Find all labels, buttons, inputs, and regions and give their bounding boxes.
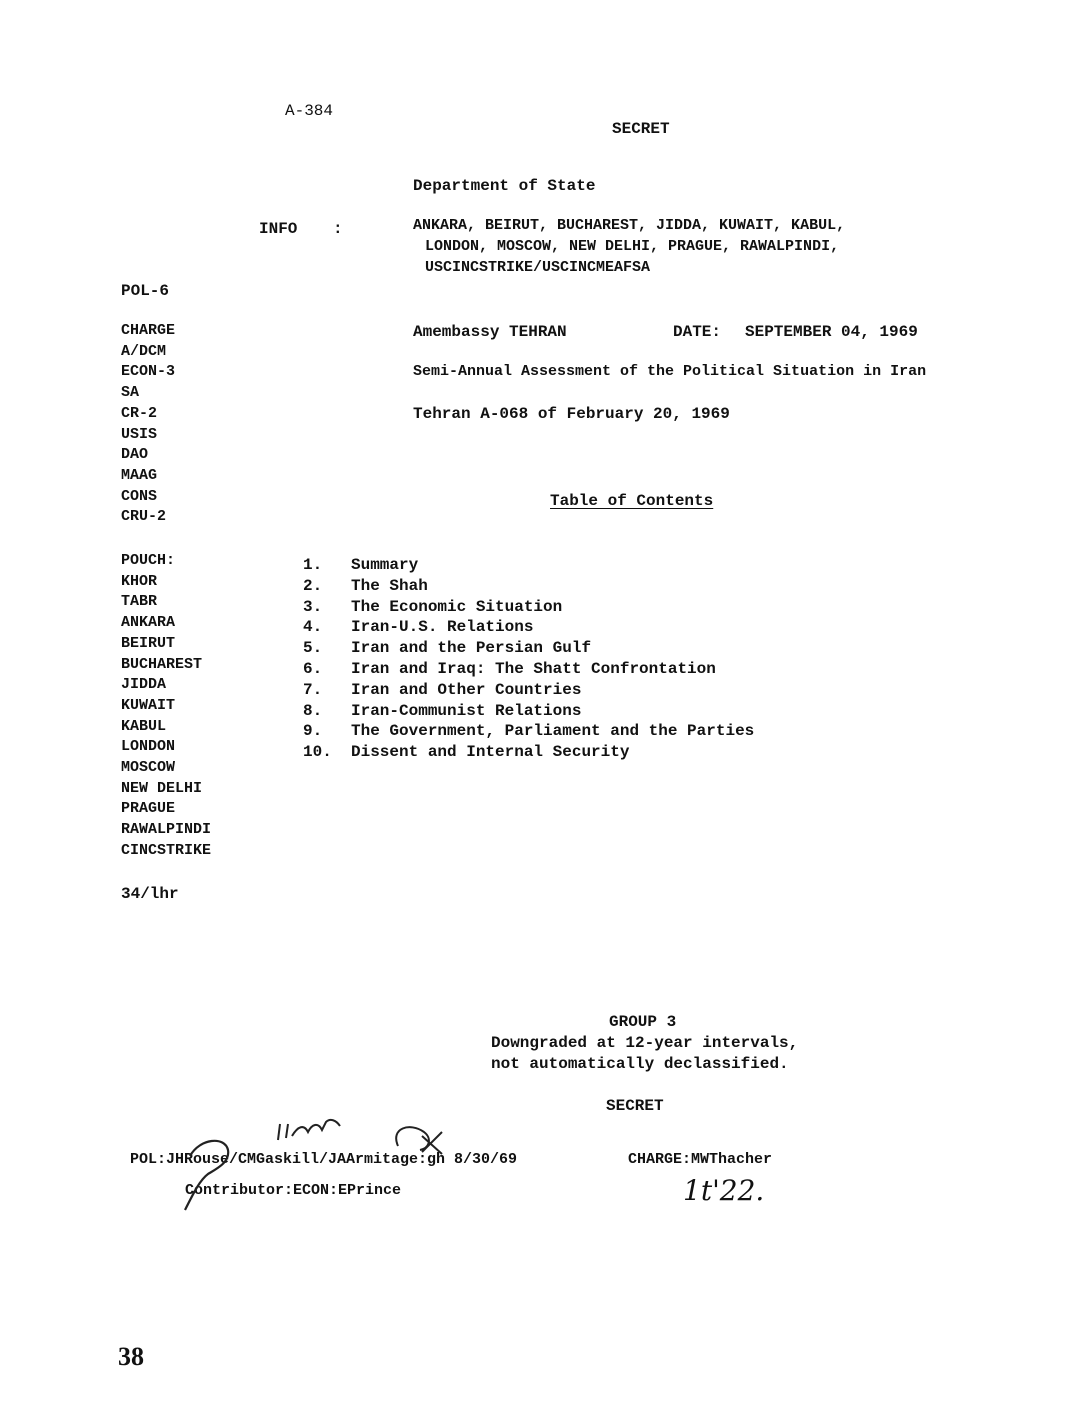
drafting-line: POL:JHRouse/CMGaskill/JAArmitage:gh 8/30/69: [130, 1151, 518, 1168]
info-separator: :: [333, 220, 343, 238]
pouch-item: MOSCOW: [121, 759, 176, 777]
info-line-2: LONDON, MOSCOW, NEW DELHI, PRAGUE, RAWALPINDI,: [425, 238, 840, 255]
toc-item: [303, 638, 754, 659]
toc-item-number: 4.: [303, 618, 323, 637]
pouch-item: BEIRUT: [121, 634, 176, 652]
page-number: 38: [118, 1342, 144, 1371]
toc-item: [303, 597, 754, 618]
toc-item-number: 8.: [303, 701, 323, 720]
toc-list: [303, 555, 754, 763]
distribution-item: CONS: [121, 487, 158, 505]
pouch-item: BUCHAREST: [121, 655, 203, 673]
pouch-item: KABUL: [121, 717, 167, 735]
toc-item: [303, 617, 754, 638]
toc-item-number: 2.: [303, 576, 323, 595]
distribution-item: CR-2: [121, 404, 158, 422]
pouch-item: ANKARA: [121, 614, 176, 632]
toc-item: [303, 742, 754, 763]
distribution-item: DAO: [121, 446, 149, 464]
toc-item-text: Iran and Other Countries: [351, 680, 582, 699]
distribution-item: MAAG: [121, 466, 158, 484]
toc-item: [303, 701, 754, 722]
toc-item-text: Dissent and Internal Security: [351, 743, 630, 762]
downgrade-line-1: Downgraded at 12-year intervals,: [491, 1034, 799, 1052]
handwritten-initials: [180, 1118, 460, 1218]
toc-item-number: 10.: [303, 743, 332, 762]
from-post: Amembassy TEHRAN: [413, 323, 567, 341]
pouch-item: KHOR: [121, 572, 158, 590]
pouch-label: POUCH:: [121, 552, 176, 569]
pouch-item: TABR: [121, 593, 158, 611]
clearance-line: CHARGE:MWThacher: [628, 1151, 773, 1168]
toc-item-text: Iran-Communist Relations: [351, 701, 582, 720]
pouch-item: PRAGUE: [121, 800, 176, 818]
distribution-item: CRU-2: [121, 508, 167, 526]
pouch-item: KUWAIT: [121, 696, 176, 714]
toc-item-number: 1.: [303, 556, 323, 574]
pouch-item: NEW DELHI: [121, 779, 203, 797]
classification-top: SECRET: [612, 120, 670, 138]
date-label: DATE:: [673, 323, 722, 341]
pouch-item: RAWALPINDI: [121, 821, 212, 839]
contributor-line: Contributor:ECON:EPrince: [185, 1182, 402, 1199]
toc-item: [303, 659, 754, 680]
distribution-item: A/DCM: [121, 342, 167, 360]
toc-item-number: 9.: [303, 722, 323, 741]
distribution-item: USIS: [121, 425, 158, 443]
distribution-item: ECON-3: [121, 363, 176, 381]
toc-item-number: 5.: [303, 639, 323, 658]
airgram-number: A-384: [285, 102, 334, 120]
date-value: SEPTEMBER 04, 1969: [745, 323, 918, 341]
distribution-list: [121, 321, 175, 528]
toc-item: [303, 680, 754, 701]
distribution-item: SA: [121, 384, 140, 402]
toc-item-text: The Government, Parliament and the Parties: [351, 722, 755, 741]
toc-item-text: Iran and Iraq: The Shatt Confrontation: [351, 659, 716, 678]
downgrade-line-2: not automatically declassified.: [491, 1055, 789, 1073]
toc-item-number: 3.: [303, 597, 323, 616]
group-marking: GROUP 3: [609, 1013, 677, 1031]
pouch-item: CINCSTRIKE: [121, 841, 212, 859]
toc-item-number: 6.: [303, 659, 323, 678]
toc-item-number: 7.: [303, 680, 323, 699]
pouch-list: [121, 551, 211, 862]
toc-item-text: Iran-U.S. Relations: [351, 618, 534, 637]
classification-bottom: SECRET: [606, 1097, 664, 1115]
toc-item: [303, 721, 754, 742]
reference: Tehran A-068 of February 20, 1969: [413, 405, 730, 423]
distribution-item: CHARGE: [121, 322, 176, 339]
info-line-3: USCINCSTRIKE/USCINCMEAFSA: [425, 259, 651, 276]
pouch-item: JIDDA: [121, 676, 167, 694]
info-line-1: ANKARA, BEIRUT, BUCHAREST, JIDDA, KUWAIT, KABUL,: [413, 217, 846, 234]
subject: Semi-Annual Assessment of the Political Situation in Iran: [413, 363, 927, 380]
file-code: POL-6: [121, 282, 170, 300]
info-label: INFO: [259, 220, 298, 238]
toc-item-text: Iran and the Persian Gulf: [351, 639, 592, 658]
pouch-item: LONDON: [121, 738, 176, 756]
toc-item: [303, 576, 754, 597]
toc-title: Table of Contents: [550, 492, 714, 510]
addressee: Department of State: [413, 177, 596, 195]
typist-code: 34/lhr: [121, 885, 179, 903]
toc-item: [303, 555, 754, 576]
toc-item-text: Summary: [351, 556, 419, 574]
toc-item-text: The Economic Situation: [351, 597, 563, 616]
handwritten-note: 1t'22.: [683, 1174, 765, 1207]
toc-item-text: The Shah: [351, 576, 428, 595]
